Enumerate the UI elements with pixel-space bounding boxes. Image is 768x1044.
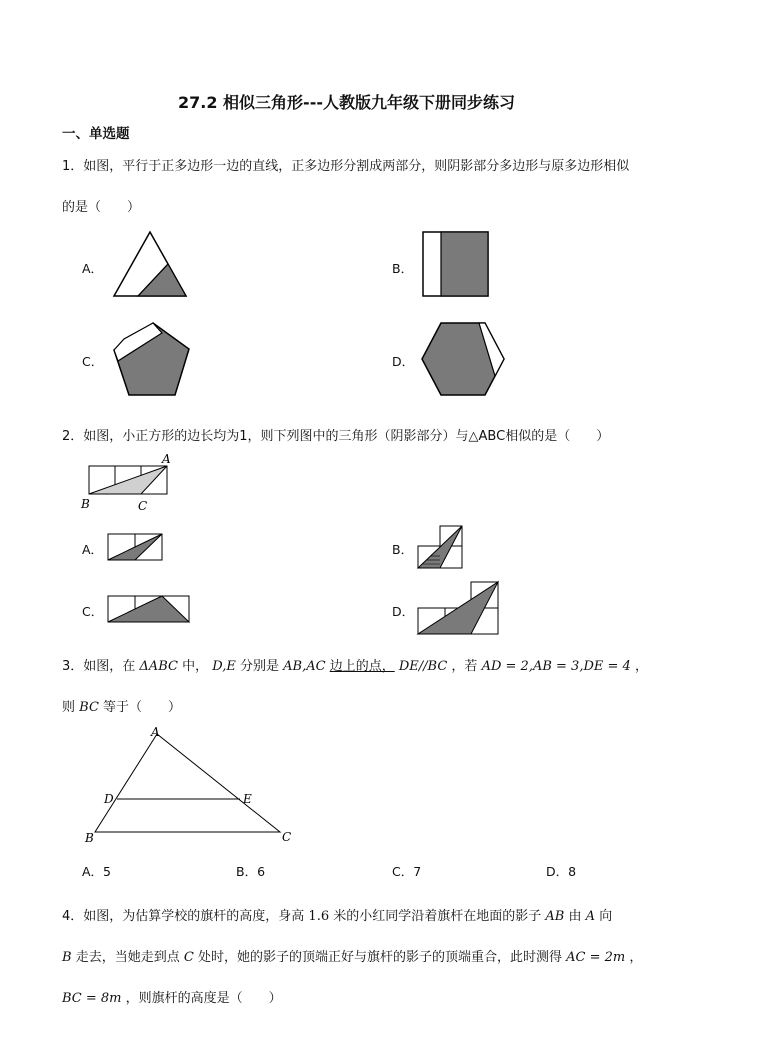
q3-option-d[interactable]: D．8 <box>546 864 577 879</box>
q2-option-b-label[interactable]: B． <box>392 542 414 557</box>
q3-text-line1: 3．如图，在 ΔABC 中， D,E 分别是 AB,AC 边上的点， DE//BC ，若 AD = 2,AB = 3,DE = 4 ， <box>62 659 648 674</box>
q1-option-d-label[interactable]: D． <box>392 354 415 369</box>
q1-option-c-figure[interactable] <box>110 320 192 398</box>
q3-triangle-figure <box>82 724 296 848</box>
q1-option-b-label[interactable]: B． <box>392 261 414 276</box>
q3-label-d: D <box>104 792 114 806</box>
section-heading: 一、单选题 <box>62 126 130 142</box>
q2-label-b: B <box>81 497 90 511</box>
q1-text-line2: 的是（ ） <box>62 200 141 215</box>
q2-option-d-figure[interactable] <box>416 580 500 638</box>
page-title: 27.2 相似三角形---人教版九年级下册同步练习 <box>178 93 515 112</box>
q2-reference-figure <box>80 452 180 518</box>
q3-option-c[interactable]: C．7 <box>392 864 422 879</box>
q3-label-e: E <box>243 792 252 806</box>
q3-text-line2: 则 BC 等于（ ） <box>62 700 182 715</box>
q2-option-a-figure[interactable] <box>107 532 163 562</box>
q2-option-c-label[interactable]: C． <box>82 604 104 619</box>
q4-text-line3: BC = 8m ，则旗杆的高度是（ ） <box>62 991 282 1006</box>
q1-option-d-figure[interactable] <box>420 321 506 397</box>
q2-option-b-figure[interactable] <box>416 524 464 570</box>
q1-text-line1: 1．如图，平行于正多边形一边的直线，正多边形分割成两部分，则阴影部分多边形与原多边形相似 <box>62 159 630 174</box>
q1-option-b-figure[interactable] <box>422 231 490 299</box>
q2-option-d-label[interactable]: D． <box>392 604 415 619</box>
q1-option-a-label[interactable]: A． <box>82 261 104 276</box>
q4-text-line2: B 走去，当她走到点 C 处时，她的影子的顶端正好与旗杆的影子的顶端重合，此时测得 AC = 2m ， <box>62 950 643 965</box>
q3-label-c: C <box>282 830 292 844</box>
q1-option-a-figure[interactable] <box>112 230 190 298</box>
q2-option-a-label[interactable]: A． <box>82 542 104 557</box>
q3-label-b: B <box>85 831 94 845</box>
q1-option-c-label[interactable]: C． <box>82 354 104 369</box>
q3-option-a[interactable]: A．5 <box>82 864 112 879</box>
q2-label-c: C <box>138 499 148 513</box>
q4-text-line1: 4．如图，为估算学校的旗杆的高度，身高 1.6 米的小红同学沿着旗杆在地面的影子 AB 由 A 向 <box>62 909 613 924</box>
q2-label-a: A <box>162 452 171 466</box>
q2-option-c-figure[interactable] <box>107 594 191 624</box>
q3-label-a: A <box>151 725 160 739</box>
q3-option-b[interactable]: B．6 <box>236 864 266 879</box>
q2-text: 2．如图，小正方形的边长均为1，则下列图中的三角形（阴影部分）与△ABC相似的是（ ） <box>62 429 610 444</box>
